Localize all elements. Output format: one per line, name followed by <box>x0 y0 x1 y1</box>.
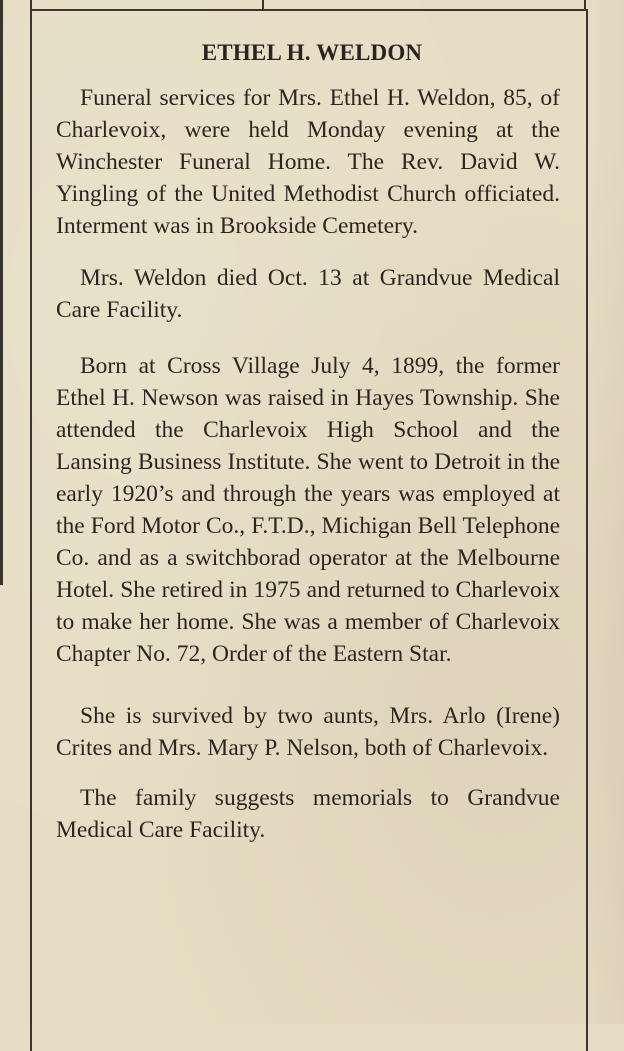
top-tick-left <box>30 0 32 9</box>
paragraph-survivors: She is survived by two aunts, Mrs. Arlo (Irene) Crites and Mrs. Mary P. Nelson, both of Charlevoix. <box>56 703 560 761</box>
paragraph-biography: Born at Cross Village July 4, 1899, the former Ethel H. Newson was raised in Hayes Township. She attended the Charlevoix High School and the Lansing Business Institute. She went to Detroit in the early 1920’s and through the years was employed at the Ford Motor Co., F.T.D., Michigan Bell Telephone Co. and as a switchborad operator at the Melbourne Hotel. She retired in 1975 and returned to Charlevoix to make her home. She was a member of Charlevoix Chapter No. 72, Order of the Eastern Star. <box>56 353 560 667</box>
obituary-headline: ETHEL H. WELDON <box>201 40 423 65</box>
paragraph-memorials: The family suggests memorials to Grandvue Medical Care Facility. <box>56 785 560 843</box>
obituary-article <box>50 40 566 846</box>
top-border-strip <box>30 0 586 9</box>
top-tick-middle <box>262 0 264 9</box>
adjacent-column-shadow <box>586 0 624 1024</box>
paragraph-services: Funeral services for Mrs. Ethel H. Weldon, 85, of Charlevoix, were held Monday evening at the Winchester Funeral Home. The Rev. David W. Yingling of the United Methodist Church officiated. Interment was in Brookside Cemetery. <box>56 85 560 239</box>
paragraph-death: Mrs. Weldon died Oct. 13 at Grandvue Medical Care Facility. <box>56 265 560 323</box>
column-rule-left <box>0 0 3 585</box>
adjacent-column-fragments <box>0 760 10 1010</box>
top-tick-right <box>584 0 586 9</box>
